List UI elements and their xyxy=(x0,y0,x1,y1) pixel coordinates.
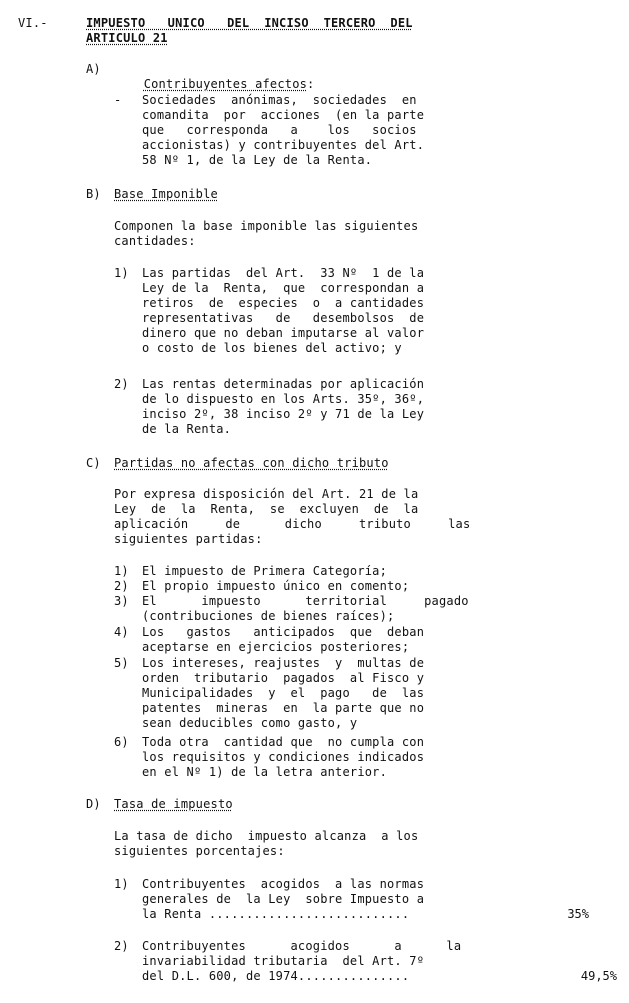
subsection-d-item1-num: 1) xyxy=(114,877,129,891)
subsection-b-intro-1: cantidades: xyxy=(114,234,196,248)
subsection-c-item5-line-4: sean deducibles como gasto, y xyxy=(142,716,358,730)
subsection-a-dash: - xyxy=(114,93,122,107)
subsection-c-item2-num: 2) xyxy=(114,579,129,593)
subsection-b-item1-line-5: o costo de los bienes del activo; y xyxy=(142,341,402,355)
subsection-c-item6-line-2: en el Nº 1) de la letra anterior. xyxy=(142,765,388,779)
subsection-c-item4-line-0: Los gastos anticipados que deban xyxy=(142,625,425,639)
subsection-d-item1-line-1: generales de la Ley sobre Impuesto a xyxy=(142,892,425,906)
subsection-b-item1-line-3: representativas de desembolsos de xyxy=(142,311,425,325)
subsection-d-heading: Tasa de impuesto xyxy=(114,797,233,811)
subsection-d-item2-line-1: invariabilidad tributaria del Art. 7º xyxy=(142,954,425,968)
subsection-b-intro-0: Componen la base imponible las siguientes xyxy=(114,219,419,233)
subsection-d-item1-line-2: la Renta ........................... xyxy=(142,907,410,921)
subsection-d-label: D) xyxy=(86,797,101,811)
subsection-a-colon: : xyxy=(307,77,315,91)
subsection-d-item1-line-0: Contribuyentes acogidos a las normas xyxy=(142,877,425,891)
subsection-b-heading: Base Imponible xyxy=(114,187,218,201)
subsection-c-item6-line-0: Toda otra cantidad que no cumpla con xyxy=(142,735,425,749)
subsection-c-label: C) xyxy=(86,456,101,470)
subsection-a-line-1: comandita por acciones (en la parte xyxy=(142,108,425,122)
subsection-d-intro-0: La tasa de dicho impuesto alcanza a los xyxy=(114,829,419,843)
subsection-c-item1-line-0: El impuesto de Primera Categoría; xyxy=(142,564,388,578)
subsection-c-item4-num: 4) xyxy=(114,625,129,639)
section-title-line1: IMPUESTO UNICO DEL INCISO TERCERO DEL xyxy=(86,16,413,30)
subsection-a-line-0: Sociedades anónimas, sociedades en xyxy=(142,93,417,107)
subsection-d-item2-line-2: del D.L. 600, de 1974............... xyxy=(142,969,410,983)
subsection-c-item3-line-0: El impuesto territorial pagado xyxy=(142,594,469,608)
subsection-b-item1-line-4: dinero que no deban imputarse al valor xyxy=(142,326,425,340)
subsection-c-item6-line-1: los requisitos y condiciones indicados xyxy=(142,750,425,764)
rate-49-5-percent: 49,5% xyxy=(580,969,617,983)
subsection-b-item2-line-3: de la Renta. xyxy=(142,422,232,436)
subsection-a-line-4: 58 Nº 1, de la Ley de la Renta. xyxy=(142,153,373,167)
subsection-c-item3-line-1: (contribuciones de bienes raíces); xyxy=(142,609,395,623)
section-title-line2: ARTICULO 21 xyxy=(86,31,168,45)
subsection-b-item2-line-1: de lo dispuesto en los Arts. 35º, 36º, xyxy=(142,392,425,406)
subsection-c-item3-num: 3) xyxy=(114,594,129,608)
subsection-c-item5-line-0: Los intereses, reajustes y multas de xyxy=(142,656,425,670)
subsection-b-item1-line-0: Las partidas del Art. 33 Nº 1 de la xyxy=(142,266,425,280)
subsection-c-item6-num: 6) xyxy=(114,735,129,749)
subsection-a-line-2: que corresponda a los socios xyxy=(142,123,417,137)
subsection-c-item1-num: 1) xyxy=(114,564,129,578)
subsection-b-item1-num: 1) xyxy=(114,266,129,280)
subsection-c-intro-3: siguientes partidas: xyxy=(114,532,263,546)
subsection-c-intro-2: aplicación de dicho tributo las xyxy=(114,517,471,531)
subsection-b-item2-num: 2) xyxy=(114,377,129,391)
subsection-b-item2-line-0: Las rentas determinadas por aplicación xyxy=(142,377,425,391)
subsection-c-item5-line-3: patentes mineras en la parte que no xyxy=(142,701,425,715)
subsection-c-heading: Partidas no afectas con dicho tributo xyxy=(114,456,389,470)
subsection-b-item1-line-2: retiros de especies o a cantidades xyxy=(142,296,425,310)
subsection-c-item5-line-1: orden tributario pagados al Fisco y xyxy=(142,671,425,685)
subsection-d-intro-1: siguientes porcentajes: xyxy=(114,844,285,858)
subsection-b-label: B) xyxy=(86,187,101,201)
subsection-c-item2-line-0: El propio impuesto único en comento; xyxy=(142,579,410,593)
subsection-a-heading: Contribuyentes afectos xyxy=(143,77,308,91)
subsection-c-intro-0: Por expresa disposición del Art. 21 de la xyxy=(114,487,419,501)
subsection-d-item2-line-0: Contribuyentes acogidos a la xyxy=(142,939,462,953)
subsection-c-item4-line-1: aceptarse en ejercicios posteriores; xyxy=(142,640,410,654)
subsection-c-item5-num: 5) xyxy=(114,656,129,670)
rate-35-percent: 35% xyxy=(567,907,589,921)
subsection-a-line-3: accionistas) y contribuyentes del Art. xyxy=(142,138,425,152)
subsection-c-item5-line-2: Municipalidades y el pago de las xyxy=(142,686,425,700)
subsection-d-item2-num: 2) xyxy=(114,939,129,953)
section-number: VI.- xyxy=(18,16,48,30)
subsection-b-item1-line-1: Ley de la Renta, que correspondan a xyxy=(142,281,425,295)
subsection-c-intro-1: Ley de la Renta, se excluyen de la xyxy=(114,502,419,516)
subsection-b-item2-line-2: inciso 2º, 38 inciso 2º y 71 de la Ley xyxy=(142,407,425,421)
subsection-a-label: A) xyxy=(86,62,101,76)
